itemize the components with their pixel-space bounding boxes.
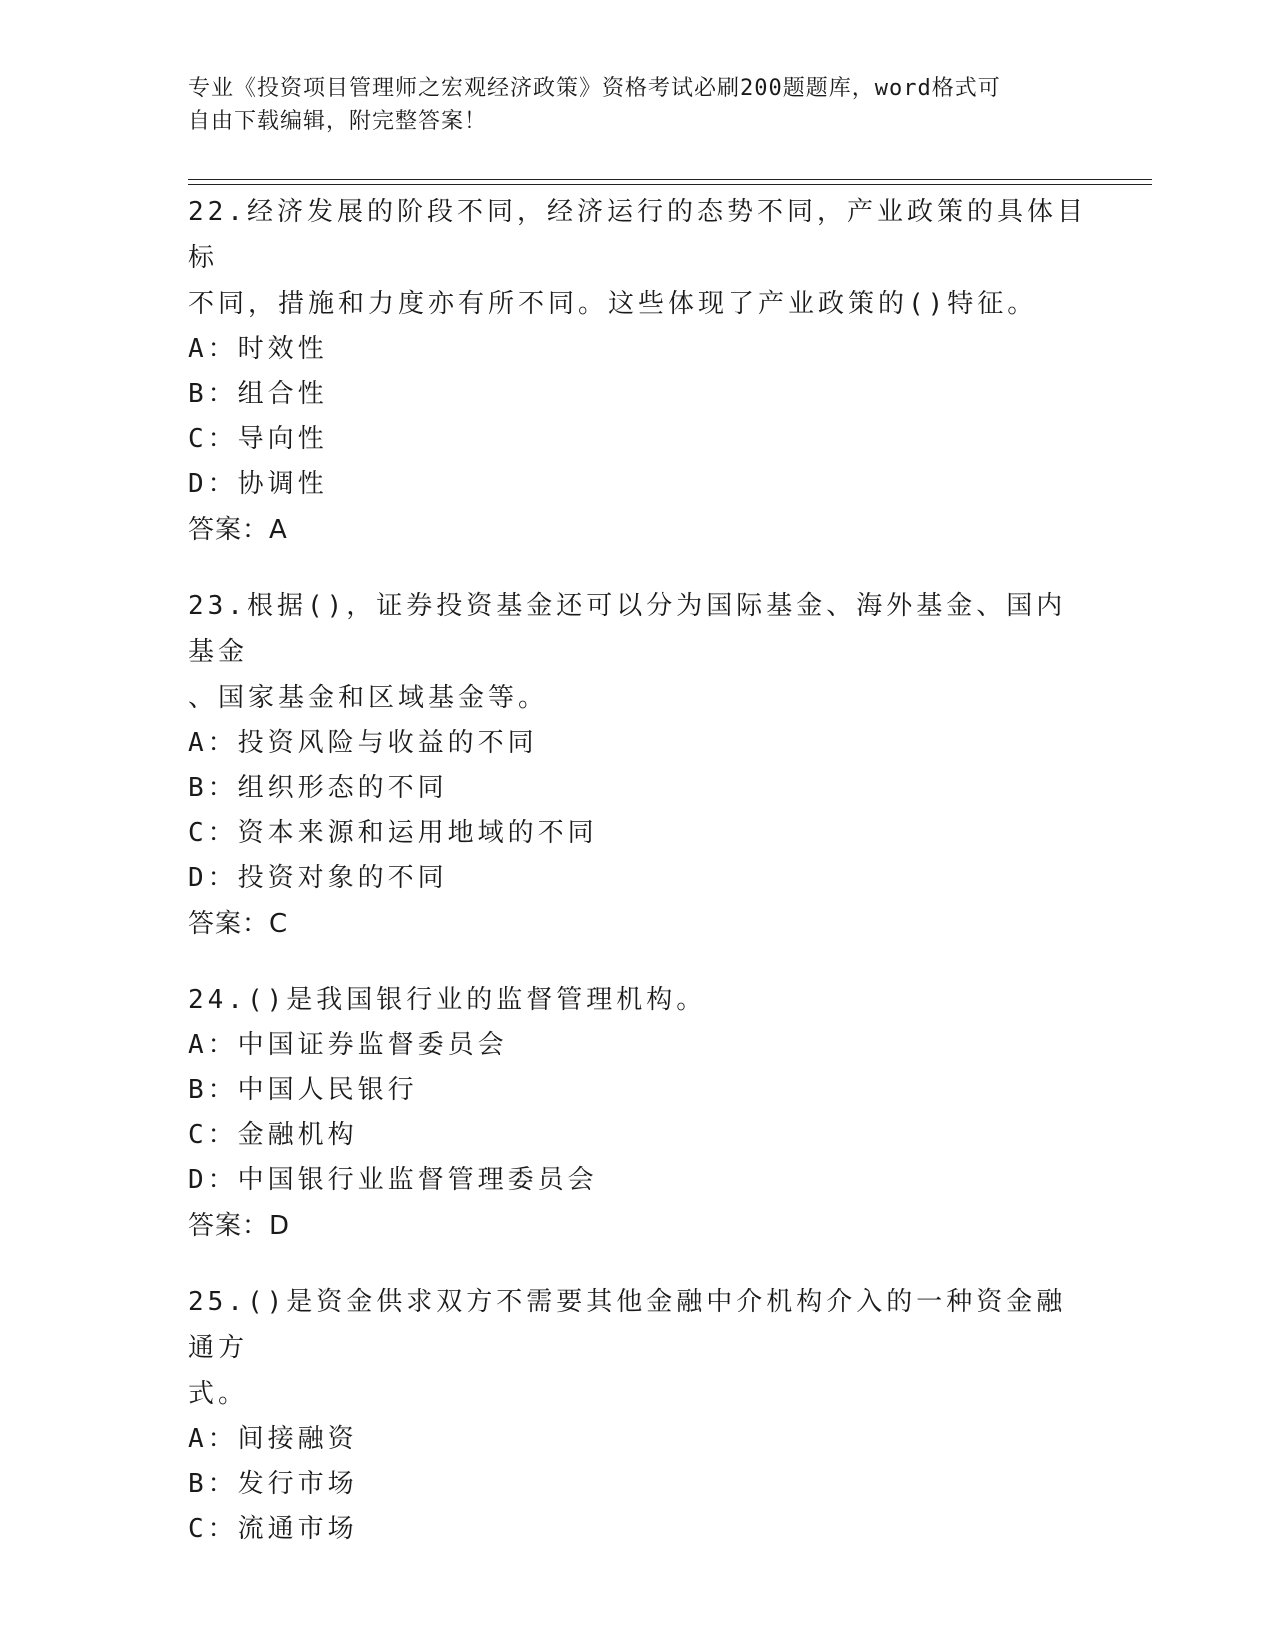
question-list	[188, 189, 1088, 1582]
option-b: B：中国人民银行	[188, 1075, 418, 1105]
question-stem: 23.根据()，证券投资基金还可以分为国际基金、海外基金、国内基金	[188, 591, 1067, 667]
answer: 答案：A	[188, 515, 288, 545]
question-23	[188, 583, 1088, 947]
answer: 答案：D	[188, 1211, 291, 1241]
option-b: B：组织形态的不同	[188, 773, 448, 803]
option-d: D：中国银行业监督管理委员会	[188, 1165, 598, 1195]
option-a: A：时效性	[188, 334, 328, 364]
header-line-2: 自由下载编辑，附完整答案！	[188, 109, 488, 134]
header-divider-bottom	[188, 184, 1152, 185]
question-22	[188, 189, 1088, 553]
option-d: D：协调性	[188, 469, 328, 499]
question-stem: 22.经济发展的阶段不同，经济运行的态势不同，产业政策的具体目标	[188, 197, 1087, 273]
question-stem: 24.()是我国银行业的监督管理机构。	[188, 985, 707, 1015]
document-header	[188, 72, 1068, 138]
option-b: B：发行市场	[188, 1469, 358, 1499]
option-b: B：组合性	[188, 379, 328, 409]
question-stem: 、国家基金和区域基金等。	[188, 683, 549, 713]
option-c: C：资本来源和运用地域的不同	[188, 818, 598, 848]
question-stem: 不同，措施和力度亦有所不同。这些体现了产业政策的()特征。	[188, 289, 1038, 319]
header-divider-top	[188, 179, 1152, 180]
question-stem: 25.()是资金供求双方不需要其他金融中介机构介入的一种资金融通方	[188, 1287, 1067, 1363]
option-d: D：投资对象的不同	[188, 863, 448, 893]
option-a: A：中国证券监督委员会	[188, 1030, 508, 1060]
option-a: A：间接融资	[188, 1424, 358, 1454]
option-c: C：流通市场	[188, 1514, 358, 1544]
option-a: A：投资风险与收益的不同	[188, 728, 538, 758]
question-stem: 式。	[188, 1379, 249, 1409]
option-c: C：导向性	[188, 424, 328, 454]
option-c: C：金融机构	[188, 1120, 358, 1150]
header-line-1: 专业《投资项目管理师之宏观经济政策》资格考试必刷200题题库，word格式可	[188, 76, 1001, 101]
answer: 答案：C	[188, 909, 289, 939]
question-24	[188, 977, 1088, 1249]
question-25	[188, 1279, 1088, 1552]
